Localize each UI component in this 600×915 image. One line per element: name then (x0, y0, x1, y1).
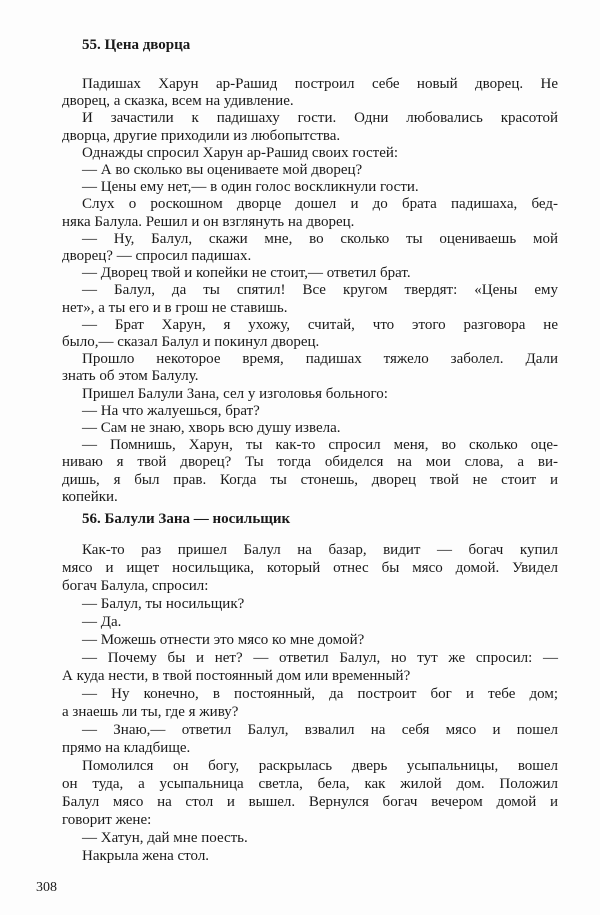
text-line: он туда, а усыпальница светла, бела, как жилой дом. Положил (62, 776, 558, 792)
text-line: дишь, я был прав. Когда ты стонешь, дворец твой не стоит и (62, 472, 558, 488)
text-line: — Помнишь, Харун, ты как-то спросил меня, во сколько оце- (82, 437, 558, 453)
text-line: — Балул, да ты спятил! Все кругом твердят: «Цены ему (82, 282, 558, 298)
text-line: — Можешь отнести это мясо ко мне домой? (82, 632, 365, 648)
text-line: няка Балула. Решил и он взглянуть на дворец. (62, 214, 355, 230)
text-line: Балул мясо на стол и вышел. Вернулся богач вечером домой и (62, 794, 558, 810)
text-line: — А во сколько вы оцениваете мой дворец? (82, 162, 363, 178)
text-line: Однажды спросил Харун ар-Рашид своих гостей: (82, 145, 399, 161)
story-title: 56. Балули Зана — носильщик (82, 511, 291, 527)
text-line: — Да. (82, 614, 122, 630)
text-line: — Знаю,— ответил Балул, взвалил на себя мясо и пошел (82, 722, 558, 738)
text-line: — Сам не знаю, хворь всю душу извела. (82, 420, 341, 436)
text-line: знать об этом Балулу. (62, 368, 199, 384)
text-line: дворец, а сказка, всем на удивление. (62, 93, 294, 109)
text-line: — Ну, Балул, скажи мне, во сколько ты оцениваешь мой (82, 231, 558, 247)
text-line: — Брат Харун, я ухожу, считай, что этого разговора не (82, 317, 558, 333)
text-line: Падишах Харун ар-Рашид построил себе новый дворец. Не (82, 76, 558, 92)
text-line: Накрыла жена стол. (82, 848, 210, 864)
text-line: Как-то раз пришел Балул на базар, видит — богач купил (82, 542, 558, 558)
text-line: богач Балула, спросил: (62, 578, 209, 594)
text-line: а знаешь ли ты, где я живу? (62, 704, 239, 720)
text-line: дворец? — спросил падишах. (62, 248, 252, 264)
text-line: было,— сказал Балул и покинул дворец. (62, 334, 320, 350)
text-line: — На что жалуешься, брат? (82, 403, 260, 419)
text-line: мясо и ищет носильщика, который отнес бы мясо домой. Увидел (62, 560, 558, 576)
text-line: Слух о роскошном дворце дошел и до брата падишаха, бед- (82, 196, 558, 212)
text-line: А куда нести, в твой постоянный дом или временный? (62, 668, 411, 684)
text-line: нет», а ты его и в грош не ставишь. (62, 300, 288, 316)
story-title: 55. Цена дворца (82, 37, 191, 53)
text-line: — Ну конечно, в постоянный, да построит бог и тебе дом; (82, 686, 558, 702)
text-line: И зачастили к падишаху гости. Одни любовались красотой (82, 110, 558, 126)
text-line: — Почему бы и нет? — ответил Балул, но тут же спросил: — (82, 650, 558, 666)
text-line: Прошло некоторое время, падишах тяжело заболел. Дали (82, 351, 558, 367)
text-line: — Цены ему нет,— в один голос воскликнули гости. (82, 179, 419, 195)
text-line: ниваю я твой дворец? Ты тогда обиделся на мои слова, а ви- (62, 454, 558, 470)
text-line: говорит жене: (62, 812, 152, 828)
text-line: Пришел Балули Зана, сел у изголовья больного: (82, 386, 388, 402)
text-line: дворца, другие приходили из любопытства. (62, 128, 341, 144)
text-line: Помолился он богу, раскрылась дверь усыпальницы, вошел (82, 758, 558, 774)
page-number: 308 (36, 880, 57, 895)
text-line: копейки. (62, 489, 118, 505)
text-line: — Хатун, дай мне поесть. (82, 830, 248, 846)
text-line: — Дворец твой и копейки не стоит,— ответил брат. (82, 265, 411, 281)
text-line: прямо на кладбище. (62, 740, 191, 756)
text-line: — Балул, ты носильщик? (82, 596, 245, 612)
